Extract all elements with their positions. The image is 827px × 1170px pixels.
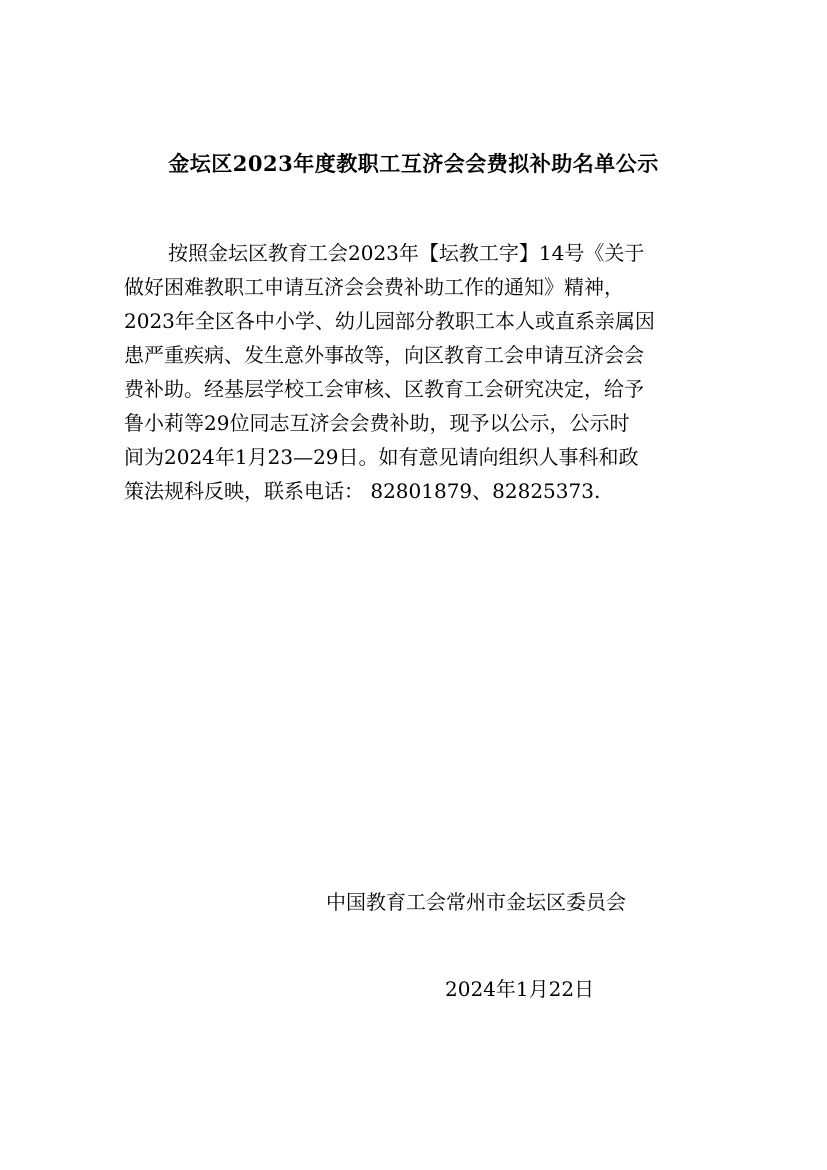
body-line-1: 按照金坛区教育工会2023年【坛教工字】14号《关于 bbox=[168, 241, 645, 265]
body-line-3: 2023年全区各中小学、幼儿园部分教职工本人或直系亲属因 bbox=[124, 309, 655, 333]
signature-organization: 中国教育工会常州市金坛区委员会 bbox=[326, 890, 626, 914]
body-line-4: 患严重疾病、发生意外事故等，向区教育工会申请互济会会 bbox=[124, 343, 644, 367]
notice-body bbox=[124, 236, 704, 508]
body-line-5: 费补助。经基层学校工会审核、区教育工会研究决定，给予 bbox=[124, 377, 644, 401]
body-line-6: 鲁小莉等29位同志互济会会费补助，现予以公示，公示时 bbox=[124, 411, 630, 435]
document-title: 金坛区2023年度教职工互济会会费拟补助名单公示 bbox=[168, 151, 659, 176]
body-line-8: 策法规科反映，联系电话： 82801879、82825373. bbox=[124, 479, 601, 503]
signature-date: 2024年1月22日 bbox=[445, 977, 595, 1001]
body-line-7: 间为2024年1月23—29日。如有意见请向组织人事科和政 bbox=[124, 445, 639, 469]
body-line-2: 做好困难教职工申请互济会会费补助工作的通知》精神， bbox=[124, 275, 624, 299]
